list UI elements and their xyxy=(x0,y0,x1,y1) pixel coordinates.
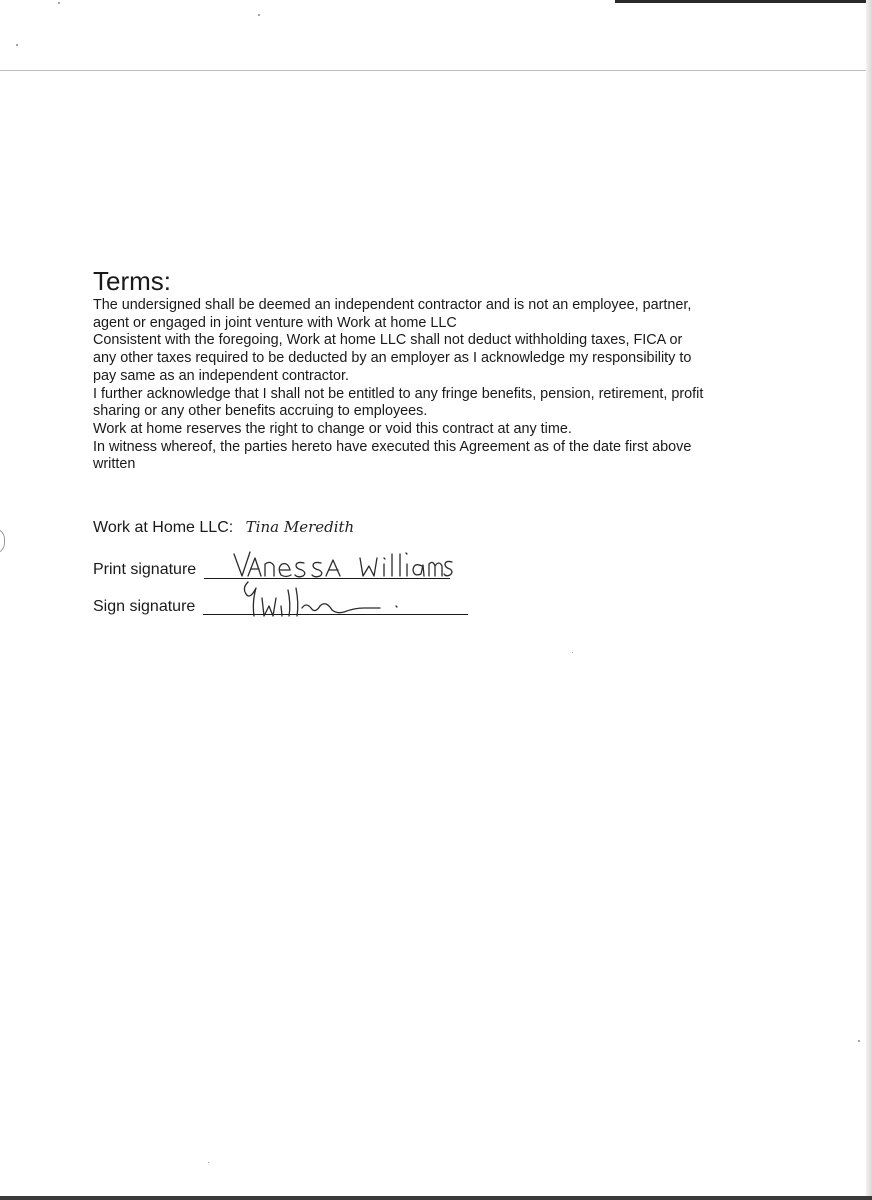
terms-line: sharing or any other benefits accruing to employees. xyxy=(93,403,428,420)
terms-heading: Terms: xyxy=(93,266,171,296)
scan-speck xyxy=(572,652,573,653)
scan-speck xyxy=(208,1162,209,1163)
company-signature-row xyxy=(93,516,354,539)
scan-speck xyxy=(16,44,18,46)
terms-line: Consistent with the foregoing, Work at home LLC shall not deduct withholding taxes, FICA or xyxy=(93,332,683,349)
terms-line: In witness whereof, the parties hereto have executed this Agreement as of the date first above xyxy=(93,438,692,455)
scan-right-edge xyxy=(866,0,872,1200)
terms-line: Work at home reserves the right to change or void this contract at any time. xyxy=(93,420,572,437)
terms-line: agent or engaged in joint venture with Work at home LLC xyxy=(93,314,457,331)
scan-speck xyxy=(58,2,60,4)
print-signature-handwriting xyxy=(228,548,454,582)
sign-signature-row xyxy=(93,597,195,617)
terms-line: The undersigned shall be deemed an independent contractor and is not an employee, partner, xyxy=(93,297,692,313)
scan-speck xyxy=(258,14,260,16)
print-signature-label: Print signature xyxy=(93,561,197,578)
scan-top-rule xyxy=(0,70,866,71)
terms-line: any other taxes required to be deducted by an employer as I acknowledge my responsibility to xyxy=(93,350,692,367)
scan-left-mark xyxy=(0,528,5,554)
scan-top-edge xyxy=(615,0,872,3)
terms-line: pay same as an independent contractor. xyxy=(93,367,350,384)
terms-body xyxy=(93,297,773,474)
terms-line: written xyxy=(93,456,136,473)
terms-line: I further acknowledge that I shall not be entitled to any fringe benefits, pension, retirement, profit xyxy=(93,385,704,402)
scan-bottom-edge xyxy=(0,1196,872,1200)
company-signer-name: Tina Meredith xyxy=(245,518,355,536)
sign-signature-handwriting xyxy=(236,578,406,620)
print-signature-row xyxy=(93,560,196,580)
scan-speck xyxy=(858,1040,860,1042)
company-label: Work at Home LLC: xyxy=(93,519,234,536)
sign-signature-label: Sign signature xyxy=(93,598,196,615)
